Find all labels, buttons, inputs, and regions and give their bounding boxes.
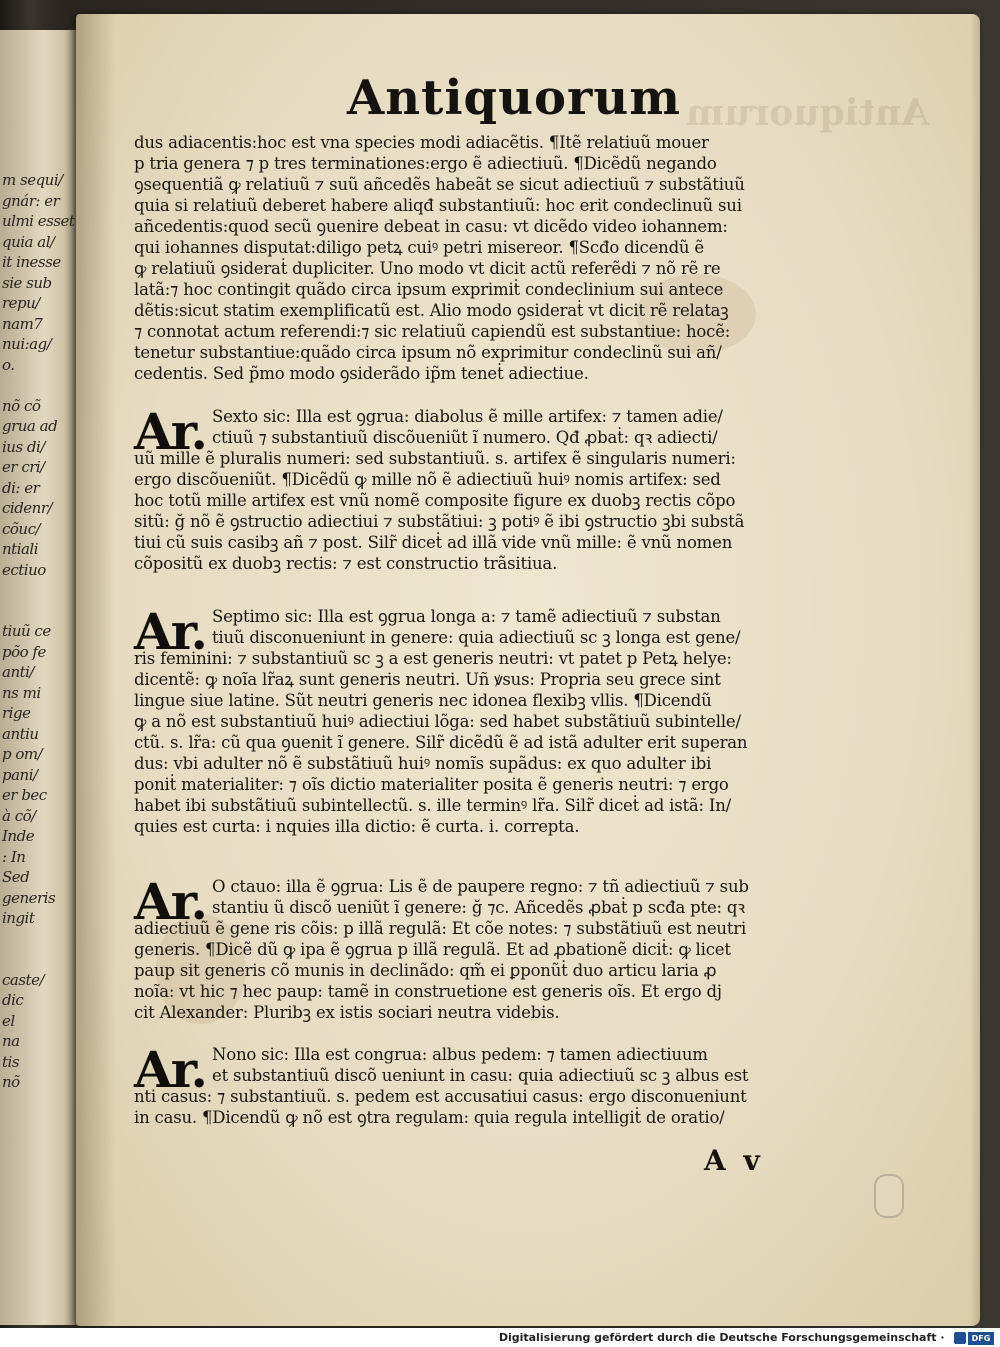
text-line: Sexto sic: Illa est ꝯgrua: diabolus ẽ mille artifex: ⁊ tamen adie/ bbox=[212, 407, 723, 426]
book-page bbox=[76, 14, 980, 1326]
text-line: ⁊ connotat actum referendi:⁊ sic relatiuũ capiendũ est substantiue: hocẽ: bbox=[134, 322, 731, 341]
facing-page-edge bbox=[0, 30, 80, 1325]
facing-page-fragment: cidenr/ bbox=[2, 499, 53, 517]
facing-page-fragment: repu/ bbox=[2, 294, 40, 312]
text-line: nti casus: ⁊ substantiuũ. s. pedem est accusatiui casus: ergo disconueniunt bbox=[134, 1087, 747, 1106]
facing-page-fragment: nam7 bbox=[2, 314, 43, 333]
facing-page-fragment: à cõ/ bbox=[2, 806, 36, 825]
text-line: hoc totũ mille artifex est vnũ nomẽ composite figure ex duobꝫ rectis cõpo bbox=[134, 491, 736, 510]
facing-page-fragment: na bbox=[2, 1032, 20, 1050]
text-line: noĩa: vt hic ⁊ hec paup: tamẽ in construetione est generis oĩs. Et ergo dj bbox=[134, 982, 722, 1001]
paragraph-text bbox=[134, 1040, 834, 1128]
text-line: cedentis. Sed p̃mo modo ꝯsiderãdo ip̃m teneṫ adiectiue. bbox=[134, 364, 589, 383]
facing-page-fragment: di: er bbox=[2, 478, 40, 497]
text-line: generis. ¶Dicẽ dũ ꝙ ipa ẽ ꝯgrua p illã regulã. Et ad ꝓbationẽ diciṫ: ꝙ licet bbox=[134, 940, 731, 959]
facing-page-fragment: cõuc/ bbox=[2, 519, 41, 538]
facing-page-fragment: : In bbox=[2, 847, 26, 866]
text-line: quia si relatiuũ deberet habere aliqđ substantiuũ: hoc erit condeclinuũ sui bbox=[134, 196, 742, 215]
text-line: ris feminini: ⁊ substantiuũ sc ꝫ a est generis neutri: vt patet p Petꝝ helye: bbox=[134, 649, 732, 668]
facing-page-fragment: ulmi esset bbox=[2, 212, 75, 230]
text-line: dus: vbi adulter nõ ẽ substãtiuũ huiꝰ nomĩs supãdus: ex quo adulter ibi bbox=[134, 754, 712, 773]
text-line: habet ibi substãtiuũ subintellectũ. s. ille terminꝰ lr̃a. Silr̃ diceṫ ad istã: In/ bbox=[134, 796, 732, 815]
facing-page-fragment: el bbox=[2, 1011, 15, 1030]
text-line: Septimo sic: Illa est ꝯgrua longa a: ⁊ tamẽ adiectiuũ ⁊ substan bbox=[212, 607, 721, 626]
text-line: cõpositũ ex duobꝫ rectis: ⁊ est constructio trãsitiua. bbox=[134, 554, 558, 573]
facing-page-fragment: nui:ag/ bbox=[2, 335, 52, 353]
text-line: Nono sic: Illa est congrua: albus pedem: ⁊ tamen adiectiuum bbox=[212, 1045, 708, 1064]
text-line: poniṫ materialiter: ⁊ oĩs dictio materialiter posita ẽ generis neutri: ⁊ ergo bbox=[134, 775, 729, 794]
paragraph-text bbox=[134, 872, 834, 1023]
facing-page-fragment: antiu bbox=[2, 724, 39, 743]
footer-credit-text: Digitalisierung gefördert durch die Deutsche Forschungsgemeinschaft · bbox=[498, 1331, 945, 1344]
facing-page-fragment: quia al/ bbox=[2, 232, 55, 251]
facing-page-fragment: anti/ bbox=[2, 663, 34, 681]
text-line: et substantiuũ discõ ueniunt in casu: quia adiectiuũ sc ꝫ albus est bbox=[212, 1066, 749, 1085]
facing-page-fragment bbox=[2, 601, 72, 622]
facing-page-fragment bbox=[2, 949, 72, 970]
text-line: tiui cũ suis casibꝫ añ ⁊ post. Silr̃ diceṫ ad illã vide vnũ mille: ẽ vnũ nomen bbox=[134, 533, 733, 552]
facing-page-fragment: er bec bbox=[2, 786, 47, 804]
facing-page-fragment: it inesse bbox=[2, 253, 61, 271]
text-line: adiectiuũ ẽ gene ris cõis: p illã regulã: Et cõe notes: ⁊ substãtiuũ est neutri bbox=[134, 919, 747, 938]
text-line: ergo discõueniũt. ¶Dicẽdũ ꝙ mille nõ ẽ adiectiuũ huiꝰ nomis artifex: sed bbox=[134, 470, 721, 489]
facing-page-fragment: caste/ bbox=[2, 970, 44, 989]
facing-page-fragment: ns mi bbox=[2, 683, 41, 702]
text-line: p tria genera ⁊ p tres terminationes:ergo ẽ adiectiuũ. ¶Dicẽdũ negando bbox=[134, 154, 717, 173]
facing-page-fragment: p om/ bbox=[2, 745, 43, 763]
gutter-shadow bbox=[76, 14, 116, 1326]
text-line: tenetur substantiue:quãdo circa ipsum nõ exprimitur condeclinũ sui añ/ bbox=[134, 343, 722, 362]
text-line: in casu. ¶Dicendũ ꝙ nõ est ꝯtra regulam: quia regula intelligiṫ de oratio/ bbox=[134, 1108, 725, 1127]
facing-page-fragment: rige bbox=[2, 704, 31, 722]
facing-page-text-fragments bbox=[2, 170, 75, 1093]
facing-page-fragment: ius di/ bbox=[2, 437, 45, 456]
facing-page-fragment: pani/ bbox=[2, 765, 38, 784]
paragraph-text bbox=[134, 402, 834, 574]
facing-page-fragment: tiuũ ce bbox=[2, 622, 51, 640]
facing-page-fragment: sie sub bbox=[2, 273, 52, 292]
text-line: dus adiacentis:hoc est vna species modi adiacẽtis. ¶Itẽ relatiuũ mouer bbox=[134, 133, 709, 152]
dfg-logo: DFG bbox=[968, 1332, 994, 1345]
text-line: dicentẽ: ꝙ noĩa lr̃aꝝ sunt generis neutri. Uñ ꝟsus: Propria seu grece sint bbox=[134, 670, 721, 689]
text-line: lingue siue latine. Sũt neutri generis nec idonea flexibꝫ vllis. ¶Dicendũ bbox=[134, 691, 712, 710]
facing-page-fragment: ntiali bbox=[2, 540, 39, 558]
signature-mark: A v bbox=[704, 1144, 764, 1177]
dfg-logo-icon bbox=[954, 1332, 966, 1344]
text-line: uũ mille ẽ pluralis numeri: sed substantiuũ. s. artifex ẽ singularis numeri: bbox=[134, 449, 736, 468]
running-head: Antiquorum bbox=[347, 70, 681, 126]
text-line: stantiu ũ discõ ueniũt ĩ genere: ğ ⁊c. Añcedẽs ꝓbaṫ p scđa pte: qꝛ bbox=[212, 898, 745, 917]
text-line: ctiuũ ⁊ substantiuũ discõueniũt ĩ numero. Qđ ꝓbaṫ: qꝛ adiecti/ bbox=[212, 428, 718, 447]
intro-text-block bbox=[134, 132, 834, 384]
drop-initial: Ar. bbox=[134, 602, 206, 661]
text-line: dẽtis:sicut statim exemplificatũ est. Alio modo ꝯsideraṫ vt dicit rẽ relataꝫ bbox=[134, 301, 729, 320]
digitization-footer bbox=[0, 1328, 1000, 1347]
text-line: qui iohannes disputat:diligo petꝝ cuiꝰ petri misereor. ¶Scđo dicendũ ẽ bbox=[134, 238, 704, 257]
text-line: cit Alexander: Pluribꝫ ex istis sociari neutra videbis. bbox=[134, 1003, 560, 1022]
facing-page-fragment: Inde bbox=[2, 827, 35, 845]
drop-initial: Ar. bbox=[134, 402, 206, 461]
facing-page-fragment: nõ cõ bbox=[2, 396, 41, 415]
show-through-running-head: Antiquorum bbox=[686, 92, 929, 134]
text-line: O ctauo: illa ẽ ꝯgrua: Lis ẽ de paupere regno: ⁊ tñ adiectiuũ ⁊ sub bbox=[212, 877, 749, 896]
text-line: sitũ: ğ nõ ẽ ꝯstructio adiectiui ⁊ substãtiui: ꝫ potiꝰ ẽ ibi ꝯstructio ꝫbi substã bbox=[134, 512, 745, 531]
text-line: ꝙ relatiuũ ꝯsideraṫ dupliciter. Uno modo vt dicit actũ referẽdi ⁊ nõ rẽ re bbox=[134, 259, 721, 278]
clip-mark bbox=[874, 1174, 904, 1218]
facing-page-fragment: tis bbox=[2, 1052, 20, 1071]
text-line: añcedentis:quod secũ ꝯuenire debeat in casu: vt dicẽdo video iohannem: bbox=[134, 217, 728, 236]
facing-page-fragment bbox=[2, 375, 72, 396]
text-line: tiuũ disconueniunt in genere: quia adiectiuũ sc ꝫ longa est gene/ bbox=[212, 628, 741, 647]
text-line: paup sit generis cõ munis in declinãdo: qm̃ ei ꝑponũṫ duo articu laria ꝓ bbox=[134, 961, 717, 980]
facing-page-fragment: grua ad bbox=[2, 417, 58, 435]
facing-page-fragment: m sequi/ bbox=[2, 171, 63, 189]
text-line: quies est curta: i nquies illa dictio: ẽ curta. i. correpta. bbox=[134, 817, 580, 836]
page-edge-shade bbox=[970, 14, 980, 1326]
facing-page-fragment: o. bbox=[2, 355, 15, 374]
paragraph-text bbox=[134, 602, 834, 837]
facing-page-fragment: er cri/ bbox=[2, 458, 45, 476]
facing-page-fragment: nõ bbox=[2, 1073, 20, 1091]
text-line: ꝯsequentiã ꝙ relatiuũ ⁊ suũ añcedẽs habeãt se sicut adiectiuũ ⁊ substãtiuũ bbox=[134, 175, 745, 194]
drop-initial: Ar. bbox=[134, 872, 206, 931]
drop-initial: Ar. bbox=[134, 1040, 206, 1099]
facing-page-fragment: põo fe bbox=[2, 642, 46, 661]
facing-page-fragment: dic bbox=[2, 991, 24, 1009]
text-line: ꝙ a nõ est substantiuũ huiꝰ adiectiui lõga: sed habet substãtiuũ subintelle/ bbox=[134, 712, 741, 731]
facing-page-fragment: generis bbox=[2, 888, 56, 907]
facing-page-fragment: Sed bbox=[2, 868, 30, 886]
text-line: ctũ. s. lr̃a: cũ qua ꝯuenit ĩ genere. Silr̃ dicẽdũ ẽ ad istã adulter erit superan bbox=[134, 733, 748, 752]
facing-page-fragment: gnár: er bbox=[2, 191, 60, 210]
text-line: latã:⁊ hoc contingit quãdo circa ipsum exprimiṫ condeclinium sui antece bbox=[134, 280, 724, 299]
facing-page-fragment: ectiuo bbox=[2, 560, 46, 579]
facing-page-fragment bbox=[2, 929, 72, 950]
facing-page-fragment: ingit bbox=[2, 909, 35, 927]
facing-page-fragment bbox=[2, 580, 72, 601]
